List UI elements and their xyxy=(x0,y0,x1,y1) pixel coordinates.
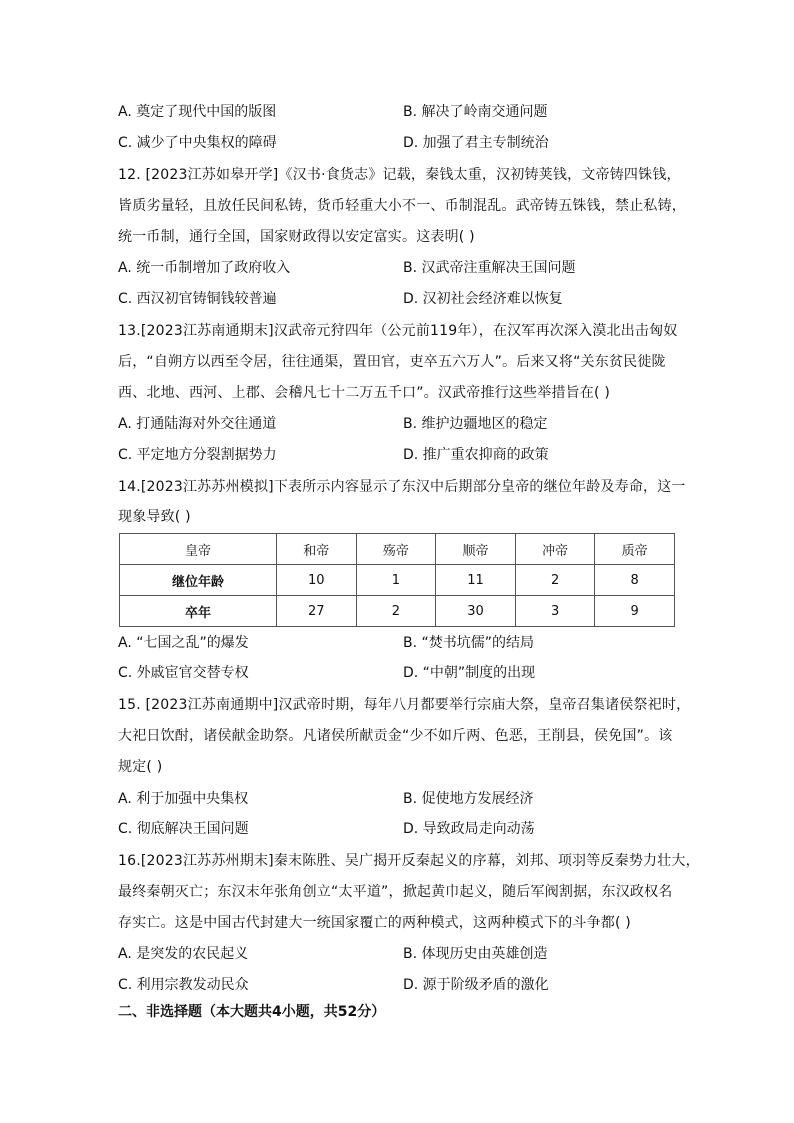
table-cell: 10 xyxy=(277,565,357,596)
q13-stem-line-3: 西、北地、西河、上郡、会稽凡七十二万五千口”。汉武帝推行这些举措旨在( ) xyxy=(118,385,611,401)
table-cell: 3 xyxy=(515,596,595,627)
table-header-cell: 和帝 xyxy=(277,534,357,565)
q16-stem-line-1: 16.[2023江苏苏州期末]秦末陈胜、吴广揭开反秦起义的序幕，刘邦、项羽等反秦势力壮大， xyxy=(118,853,700,869)
table-row xyxy=(120,596,675,627)
table-row xyxy=(120,565,675,596)
q15-option-c: C. 彻底解决王国问题 xyxy=(118,821,249,837)
section-heading: 二、非选择题（本大题共4小题，共52分） xyxy=(118,1004,386,1020)
q13-option-c: C. 平定地方分裂割据势力 xyxy=(118,447,277,463)
q11-option-c: C. 减少了中央集权的障碍 xyxy=(118,135,277,151)
emperor-reign-table xyxy=(119,533,675,627)
q16-option-c: C. 利用宗教发动民众 xyxy=(118,977,249,993)
table-header-cell: 皇帝 xyxy=(120,534,277,565)
q12-option-a: A. 统一币制增加了政府收入 xyxy=(118,260,291,276)
q11-option-b: B. 解决了岭南交通问题 xyxy=(403,104,548,120)
q14-option-c: C. 外戚宦官交替专权 xyxy=(118,665,249,681)
q15-option-b: B. 促使地方发展经济 xyxy=(403,791,534,807)
q12-option-d: D. 汉初社会经济难以恢复 xyxy=(403,291,563,307)
q15-option-d: D. 导致政局走向动荡 xyxy=(403,821,535,837)
q13-stem-line-1: 13.[2023江苏南通期末]汉武帝元狩四年（公元前119年），在汉军再次深入漠北出击匈奴 xyxy=(118,323,678,339)
q14-option-a: A. “七国之乱”的爆发 xyxy=(118,635,249,651)
q13-stem-line-2: 后，“自朔方以西至令居，往往通渠，置田官，吏卒五六万人”。后来又将“关东贫民徙陇 xyxy=(118,354,666,370)
q16-stem-line-2: 最终秦朝灭亡；东汉末年张角创立“太平道”，掀起黄巾起义，随后军阀割据，东汉政权名 xyxy=(118,884,673,900)
q15-stem-line-1: 15. [2023江苏南通期中]汉武帝时期，每年八月都要举行宗庙大祭，皇帝召集诸侯祭祀时， xyxy=(118,697,691,713)
table-row-label: 卒年 xyxy=(120,596,277,627)
q16-option-d: D. 源于阶级矛盾的激化 xyxy=(403,977,549,993)
q16-option-a: A. 是突发的农民起义 xyxy=(118,946,249,962)
q14-option-d: D. “中朝”制度的出现 xyxy=(403,665,536,681)
q14-option-b: B. “焚书坑儒”的结局 xyxy=(403,635,535,651)
table-cell: 11 xyxy=(436,565,516,596)
q15-stem-line-2: 大祀日饮酎，诸侯献金助祭。凡诸侯所献贡金“少不如斤两、色恶，王削县，侯免国”。该 xyxy=(118,728,673,744)
q12-option-b: B. 汉武帝注重解决王国问题 xyxy=(403,260,576,276)
q14-stem-line-2: 现象导致( ) xyxy=(118,509,191,525)
table-header-cell: 殇帝 xyxy=(356,534,436,565)
table-header-cell: 冲帝 xyxy=(515,534,595,565)
q15-option-a: A. 利于加强中央集权 xyxy=(118,791,249,807)
table-header-row xyxy=(120,534,675,565)
table-cell: 8 xyxy=(595,565,675,596)
q11-option-d: D. 加强了君主专制统治 xyxy=(403,135,549,151)
table-header-cell: 质帝 xyxy=(595,534,675,565)
q12-stem-line-2: 皆质劣量轻，且放任民间私铸，货币轻重大小不一、币制混乱。武帝铸五铢钱，禁止私铸， xyxy=(118,198,686,214)
q15-stem-line-3: 规定( ) xyxy=(118,759,163,775)
q14-stem-line-1: 14.[2023江苏苏州模拟]下表所示内容显示了东汉中后期部分皇帝的继位年龄及寿命，这一 xyxy=(118,479,686,495)
table-cell: 2 xyxy=(515,565,595,596)
q12-option-c: C. 西汉初官铸铜钱较普遍 xyxy=(118,291,277,307)
q12-stem-line-3: 统一币制，通行全国，国家财政得以安定富实。这表明( ) xyxy=(118,229,475,245)
table-cell: 9 xyxy=(595,596,675,627)
table-header-cell: 顺帝 xyxy=(436,534,516,565)
table-cell: 27 xyxy=(277,596,357,627)
q16-stem-line-3: 存实亡。这是中国古代封建大一统国家覆亡的两种模式，这两种模式下的斗争都( ) xyxy=(118,915,631,931)
table-cell: 2 xyxy=(356,596,436,627)
q13-option-a: A. 打通陆海对外交往通道 xyxy=(118,416,277,432)
table-row-label: 继位年龄 xyxy=(120,565,277,596)
q13-option-d: D. 推广重农抑商的政策 xyxy=(403,447,549,463)
q12-stem-line-1: 12. [2023江苏如皋开学]《汉书·食货志》记载，秦钱太重，汉初铸荚钱，文帝铸四铢钱， xyxy=(118,167,681,183)
table-cell: 1 xyxy=(356,565,436,596)
q16-option-b: B. 体现历史由英雄创造 xyxy=(403,946,548,962)
table-cell: 30 xyxy=(436,596,516,627)
q13-option-b: B. 维护边疆地区的稳定 xyxy=(403,416,548,432)
q11-option-a: A. 奠定了现代中国的版图 xyxy=(118,104,277,120)
